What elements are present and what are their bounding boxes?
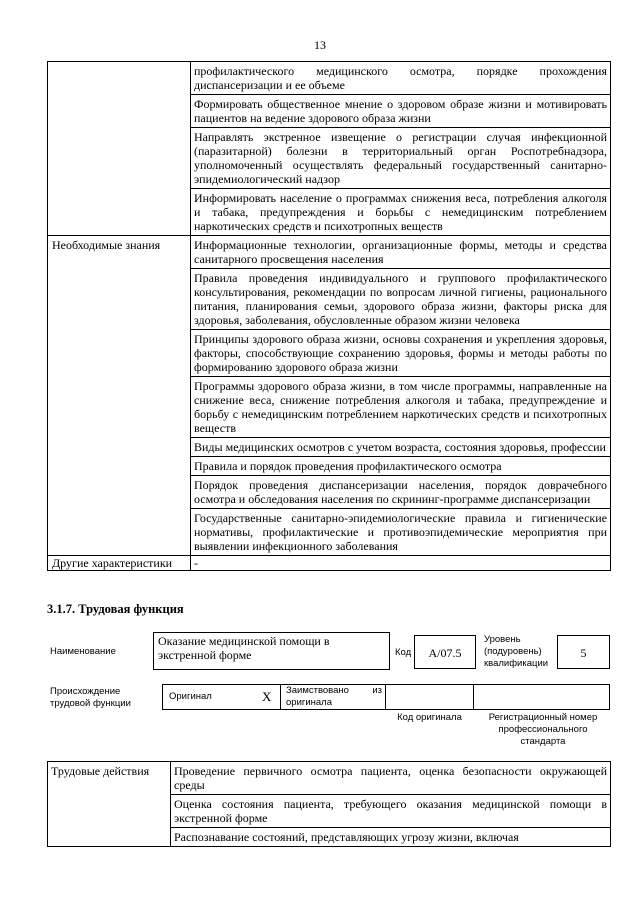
section-heading: 3.1.7. Трудовая функция bbox=[47, 602, 184, 616]
name-value-box: Оказание медицинской помощи в экстренной форме bbox=[153, 632, 390, 670]
row-text-cell: - bbox=[191, 556, 611, 571]
reg-number-label: Регистрационный номер профессионального стандарта bbox=[488, 712, 598, 747]
knowledge-table bbox=[47, 61, 611, 571]
row-text-cell: Информировать население о программах снижения веса, потребления алкоголя и табака, предупреждения и борьбы с немедицинским потреблением наркотических средств и психотропных веществ bbox=[191, 189, 611, 236]
original-mark: X bbox=[262, 689, 272, 704]
table-row bbox=[48, 556, 611, 571]
name-label: Наименование bbox=[50, 646, 116, 657]
table-row bbox=[48, 62, 611, 95]
borrowed-box bbox=[280, 684, 386, 710]
row-text-cell: профилактического медицинского осмотра, порядке прохождения диспансеризации и ее объеме bbox=[191, 62, 611, 95]
row-text-cell: Информационные технологии, организационные формы, методы и средства санитарного просвещения населения bbox=[191, 236, 611, 269]
row-text-cell: Правила проведения индивидуального и группового профилактического консультирования, рекомендации по вопросам личной гигиены, рационального питания, планирования семьи, здорового образа жизни, факторы риска для здоровья, заболевания, обусловленные образом жизни человека bbox=[191, 269, 611, 330]
row-text-cell: Порядок проведения диспансеризации населения, порядок доврачебного осмотра и обследования населения по скрининг-программе диспансеризации bbox=[191, 476, 611, 509]
page-number: 13 bbox=[314, 38, 326, 52]
row-text-cell: Государственные санитарно-эпидемиологические правила и гигиенические нормативы, профилактические и противоэпидемические мероприятия при выявлении инфекционного заболевания bbox=[191, 509, 611, 556]
qualification-level-label: Уровень (подуровень) квалификации bbox=[484, 634, 549, 669]
labor-actions-table bbox=[47, 761, 611, 847]
row-label-cell bbox=[48, 62, 191, 236]
row-text-cell: Оценка состояния пациента, требующего оказания медицинской помощи в экстренной форме bbox=[171, 795, 611, 828]
origin-label: Происхождение трудовой функции bbox=[50, 686, 131, 709]
code-original-box bbox=[385, 684, 474, 710]
code-value-box: A/07.5 bbox=[414, 635, 476, 669]
table-row bbox=[48, 236, 611, 269]
reg-number-box bbox=[473, 684, 610, 710]
row-label-labor-actions: Трудовые действия bbox=[48, 762, 171, 847]
original-box bbox=[162, 684, 281, 710]
qualification-level-box: 5 bbox=[557, 635, 610, 669]
code-label: Код bbox=[395, 647, 412, 658]
row-text-cell: Распознавание состояний, представляющих угрозу жизни, включая bbox=[171, 828, 611, 847]
row-text-cell: Проведение первичного осмотра пациента, оценка безопасности окружающей среды bbox=[171, 762, 611, 795]
row-text-cell: Программы здорового образа жизни, в том числе программы, направленные на снижение веса, снижение потребления алкоголя и табака, предупреждение и борьбу с немедицинским потреблением наркотических средств и психотропных веществ bbox=[191, 377, 611, 438]
code-original-label: Код оригинала bbox=[397, 712, 462, 723]
table-row bbox=[48, 762, 611, 795]
row-text-cell: Направлять экстренное извещение о регистрации случая инфекционной (паразитарной) болезни в территориальный орган Роспотребнадзора, уполномоченный осуществлять федеральный государственный санитарно-эпидемиологический надзор bbox=[191, 128, 611, 189]
row-text-cell: Формировать общественное мнение о здоровом образе жизни и мотивировать пациентов на ведение здорового образа жизни bbox=[191, 95, 611, 128]
row-text-cell: Принципы здорового образа жизни, основы сохранения и укрепления здоровья, факторы, способствующие сохранению здоровья, формы и методы работы по формированию здорового образа жизни bbox=[191, 330, 611, 377]
original-label: Оригинал bbox=[169, 691, 212, 702]
borrowed-label: Заимствовано из оригинала bbox=[286, 685, 382, 708]
row-text-cell: Правила и порядок проведения профилактического осмотра bbox=[191, 457, 611, 476]
row-label-other-characteristics: Другие характеристики bbox=[48, 556, 191, 571]
row-text-cell: Виды медицинских осмотров с учетом возраста, состояния здоровья, профессии bbox=[191, 438, 611, 457]
row-label-necessary-knowledge: Необходимые знания bbox=[48, 236, 191, 556]
